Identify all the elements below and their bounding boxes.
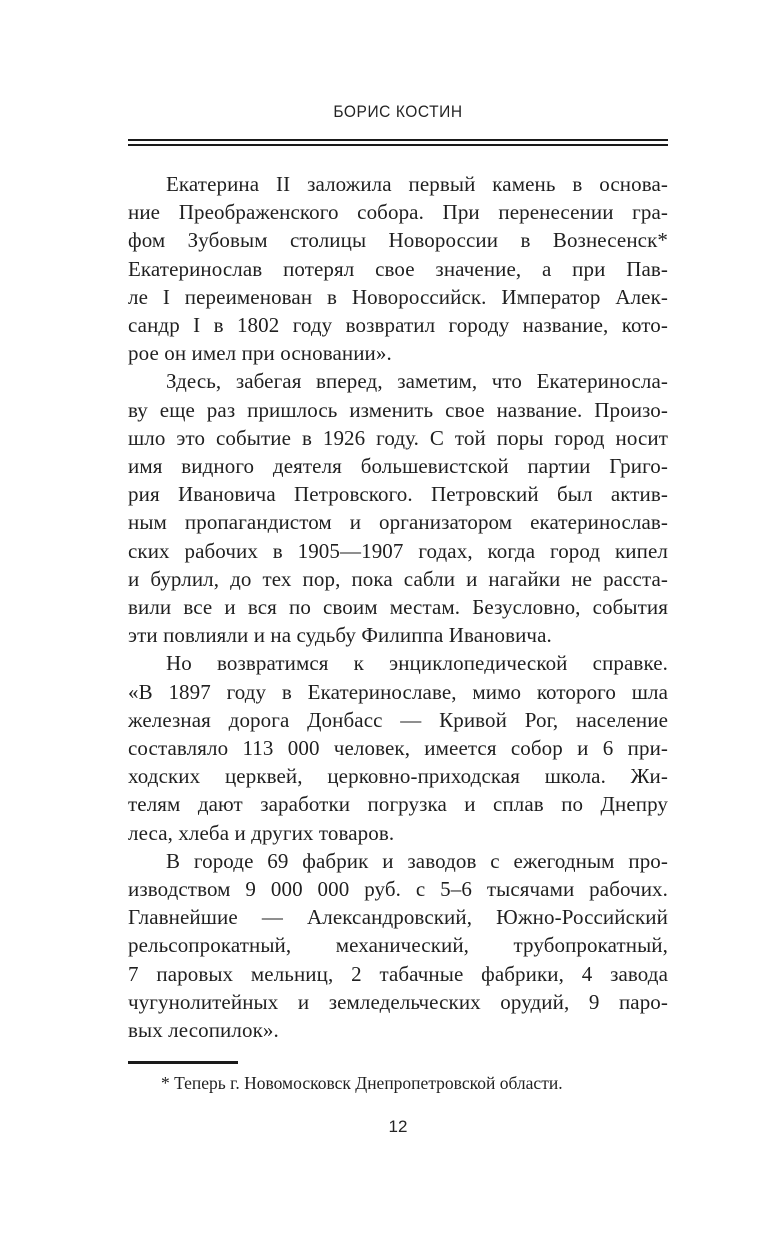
paragraph [128,649,668,846]
text-line: сандр I в 1802 году возвратил городу название, кото- [128,313,668,338]
paragraph [128,170,668,367]
text-line: В городе 69 фабрик и заводов с ежегодным про- [166,848,668,873]
text-line: ле I переименован в Новороссийск. Император Алек- [128,284,668,309]
text-line: фом Зубовым столицы Новороссии в Вознесенск* [128,228,668,253]
text-line: и бурлил, до тех пор, пока сабли и нагайки не расста- [128,566,668,591]
footnote-rule [128,1061,238,1064]
paragraph [128,367,668,649]
text-line: ным пропагандистом и организатором екатеринослав- [128,510,668,535]
text-line: шло это событие в 1926 году. С той поры город носит [128,425,668,450]
text-line: Екатерина II заложила первый камень в основа- [166,172,668,196]
text-line: Главнейшие — Александровский, Южно-Российский [128,905,668,930]
text-line: эти повлияли и на судьбу Филиппа Ивановича. [128,623,552,648]
text-line: железная дорога Донбасс — Кривой Рог, население [128,707,668,732]
running-header [128,103,668,122]
text-line: составляло 113 000 человек, имеется собор и 6 при- [128,736,668,761]
text-line: телям дают заработки погрузка и сплав по Днепру [128,792,668,817]
paragraph [128,847,668,1044]
text-line: вили все и вся по своим местам. Безусловно, события [128,595,668,620]
text-line: чугунолитейных и земледельческих орудий, 9 паро- [128,989,668,1014]
text-line: Здесь, забегая вперед, заметим, что Екатериносла- [166,369,668,394]
text-line: ходских церквей, церковно-приходская школа. Жи- [128,764,668,789]
text-line: рельсопрокатный, механический, трубопрокатный, [128,933,668,958]
footnote-text: * Теперь г. Новомосковск Днепропетровской области. [161,1073,563,1093]
body-text [128,170,668,1044]
header-rule [128,139,668,146]
text-line: изводством 9 000 000 руб. с 5–6 тысячами рабочих. [128,877,668,902]
text-line: леса, хлеба и других товаров. [128,820,395,845]
header-author: БОРИС КОСТИН [333,103,463,121]
text-line: ние Преображенского собора. При перенесении гра- [128,200,668,225]
text-line: Но возвратимся к энциклопедической справке. [166,651,668,676]
text-line: «В 1897 году в Екатеринославе, мимо которого шла [128,679,668,704]
text-line: рия Ивановича Петровского. Петровский был актив- [128,482,668,507]
text-line: ских рабочих в 1905—1907 годах, когда город кипел [128,538,668,563]
text-line: 7 паровых мельниц, 2 табачные фабрики, 4 завода [128,961,668,986]
page-number: 12 [388,1117,408,1136]
text-line: вых лесопилок». [128,1018,279,1043]
text-line: имя видного деятеля большевистской партии Григо- [128,454,668,479]
text-line: ву еще раз пришлось изменить свое название. Произо- [128,397,668,422]
text-line: рое он имел при основании». [128,341,392,366]
text-line: Екатеринослав потерял свое значение, а при Пав- [128,256,668,281]
